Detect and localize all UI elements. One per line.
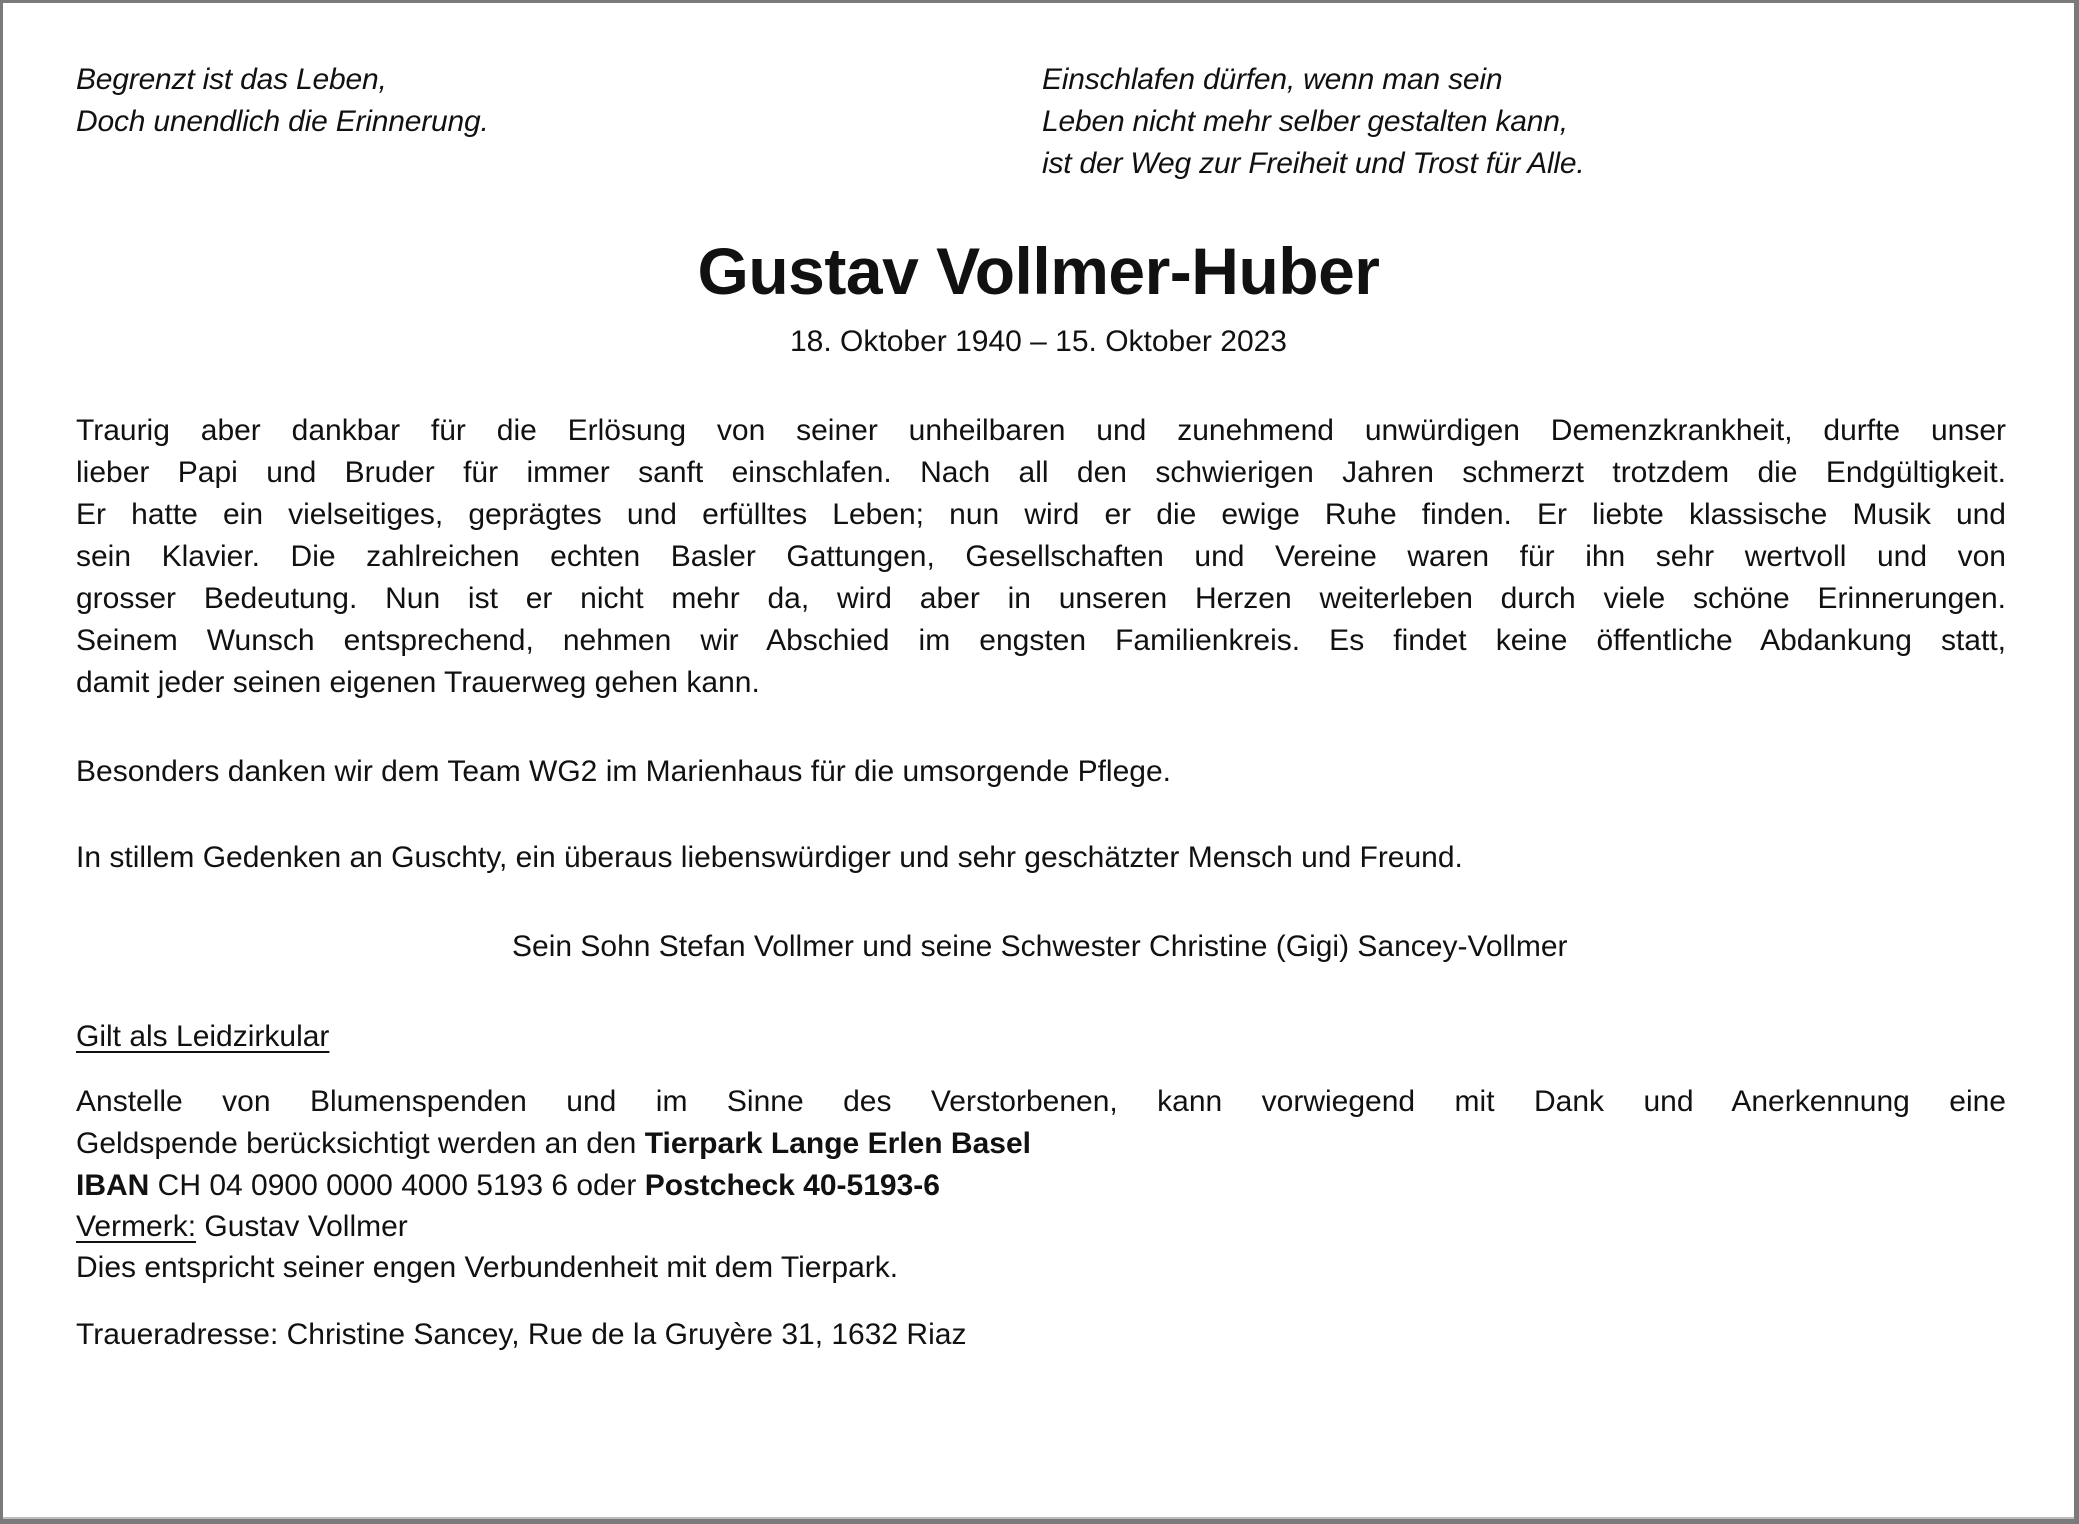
verse-left-line: Begrenzt ist das Leben, bbox=[76, 63, 387, 96]
donation-closing: Dies entspricht seiner engen Verbundenheit mit dem Tierpark. bbox=[76, 1251, 899, 1284]
mourning-address: Traueradresse: Christine Sancey, Rue de la Gruyère 31, 1632 Riaz bbox=[76, 1318, 967, 1351]
signature: Sein Sohn Stefan Vollmer und seine Schwester Christine (Gigi) Sancey-Vollmer bbox=[512, 930, 1568, 963]
iban-label: IBAN bbox=[76, 1169, 150, 1202]
verse-left bbox=[76, 59, 489, 143]
main-paragraph bbox=[76, 410, 2006, 704]
life-dates: 18. Oktober 1940 – 15. Oktober 2023 bbox=[789, 325, 1287, 358]
verse-right bbox=[1042, 59, 1585, 185]
paragraph-line: Traurig aber dankbar für die Erlösung von seiner unheilbaren und zunehmend unwürdigen Demenzkrankheit, durfte unser bbox=[76, 414, 2006, 447]
vermerk-line bbox=[76, 1206, 408, 1248]
iban-value: CH 04 0900 0000 4000 5193 6 oder bbox=[149, 1169, 645, 1202]
donation-line-prefix: Geldspende berücksichtigt werden an den bbox=[76, 1127, 645, 1160]
paragraph-line: damit jeder seinen eigenen Trauerweg gehen kann. bbox=[76, 666, 760, 699]
verse-right-line: Einschlafen dürfen, wenn man sein bbox=[1042, 63, 1503, 96]
vermerk-label: Vermerk: bbox=[76, 1210, 197, 1243]
obituary-card bbox=[3, 3, 2074, 1519]
iban-line bbox=[76, 1165, 940, 1207]
donation-line bbox=[76, 1123, 2006, 1165]
verse-left-line: Doch unendlich die Erinnerung. bbox=[76, 105, 489, 138]
postcheck: Postcheck 40-5193-6 bbox=[644, 1169, 940, 1202]
paragraph-line: Er hatte ein vielseitiges, geprägtes und erfülltes Leben; nun wird er die ewige Ruhe finden. Er liebte klassische Musik und bbox=[76, 498, 2006, 531]
verse-right-line: ist der Weg zur Freiheit und Trost für Alle. bbox=[1042, 147, 1585, 180]
paragraph-line: sein Klavier. Die zahlreichen echten Basler Gattungen, Gesellschaften und Vereine waren für ihn sehr wertvoll und von bbox=[76, 540, 2006, 573]
paragraph-line: grosser Bedeutung. Nun ist er nicht mehr da, wird aber in unseren Herzen weiterleben durch viele schöne Erinnerungen. bbox=[76, 582, 2006, 615]
verse-right-line: Leben nicht mehr selber gestalten kann, bbox=[1042, 105, 1568, 138]
donation-recipient: Tierpark Lange Erlen Basel bbox=[644, 1127, 1031, 1160]
memorial-text: In stillem Gedenken an Guschty, ein überaus liebenswürdiger und sehr geschätzter Mensch und Freund. bbox=[76, 841, 1463, 874]
thanks-text: Besonders danken wir dem Team WG2 im Marienhaus für die umsorgende Pflege. bbox=[76, 755, 1171, 788]
donation-paragraph bbox=[76, 1081, 2006, 1165]
vermerk-value: Gustav Vollmer bbox=[196, 1210, 408, 1243]
paragraph-line: Seinem Wunsch entsprechend, nehmen wir Abschied im engsten Familienkreis. Es findet keine öffentliche Abdankung statt, bbox=[76, 624, 2006, 657]
paragraph-line: lieber Papi und Bruder für immer sanft einschlafen. Nach all den schwierigen Jahren schmerzt trotzdem die Endgültigkeit. bbox=[76, 456, 2006, 489]
deceased-name: Gustav Vollmer-Huber bbox=[697, 234, 1380, 308]
donation-line: Anstelle von Blumenspenden und im Sinne des Verstorbenen, kann vorwiegend mit Dank und Anerkennung eine bbox=[76, 1085, 2006, 1118]
circular-note: Gilt als Leidzirkular bbox=[76, 1020, 330, 1053]
